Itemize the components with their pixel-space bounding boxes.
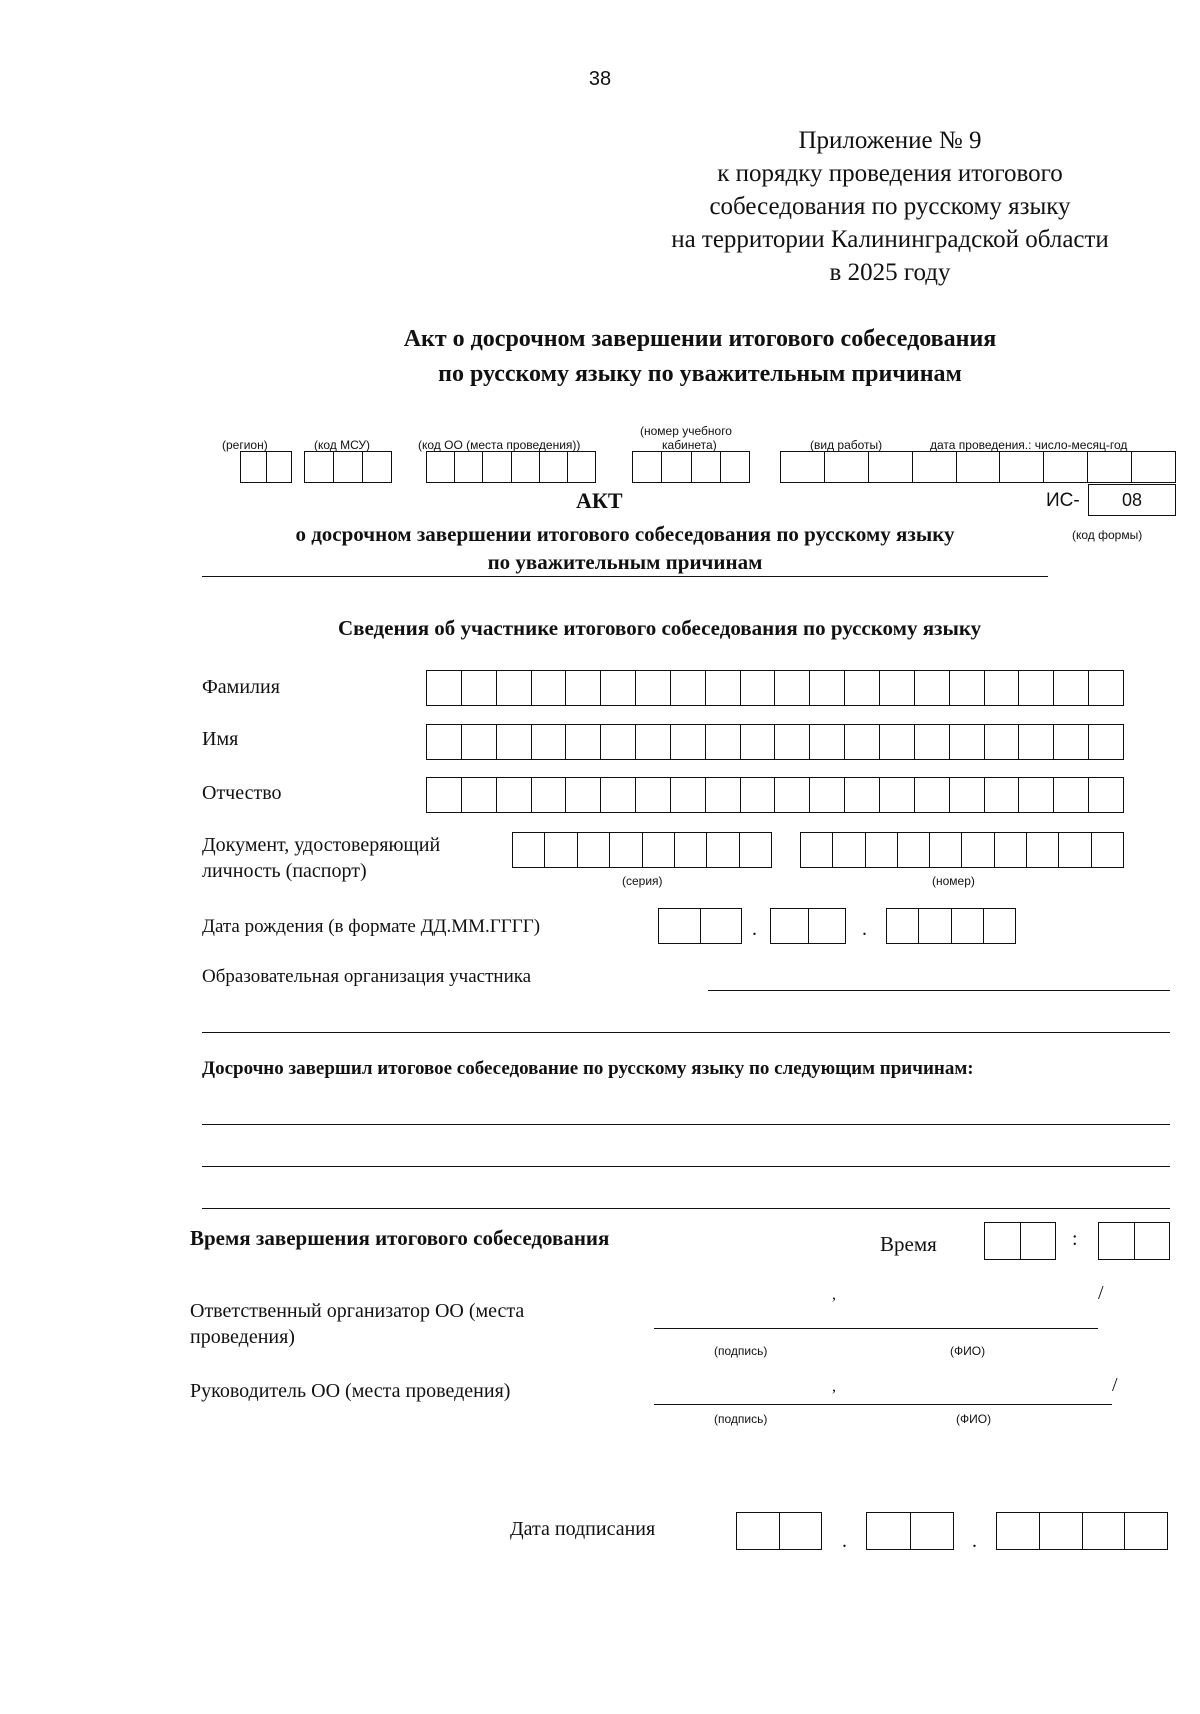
birth-month-cells[interactable] (770, 908, 846, 944)
appendix-line-1: Приложение № 9 (798, 127, 982, 154)
time-label: Время (880, 1232, 937, 1256)
room-caption-line-2: кабинета) (662, 438, 717, 452)
reason-line-1[interactable] (202, 1124, 1170, 1125)
head-separator-comma: , (832, 1378, 836, 1395)
form-code-prefix: ИС- (1046, 490, 1080, 511)
organizer-fio-caption: (ФИО) (950, 1344, 986, 1358)
surname-label: Фамилия (202, 676, 280, 698)
appendix-line-3: собеседования по русскому языку (709, 193, 1071, 220)
head-signature-caption: (подпись) (714, 1412, 768, 1426)
signing-date-dot-2: . (972, 1530, 977, 1552)
head-signature-line[interactable] (654, 1404, 1112, 1405)
time-colon: : (1072, 1228, 1078, 1250)
appendix-line-5: в 2025 году (829, 259, 951, 286)
signing-day-cells[interactable] (736, 1512, 822, 1550)
title-line-2: по русскому языку по уважительным причинам (438, 361, 962, 387)
document-number-cells[interactable] (800, 832, 1124, 868)
room-caption-line-1: (номер учебного (640, 424, 732, 438)
document-series-cells[interactable] (512, 832, 772, 868)
number-caption: (номер) (932, 874, 975, 888)
akt-heading: АКТ (576, 488, 623, 513)
page-number: 38 (588, 68, 612, 90)
organizer-signature-caption: (подпись) (714, 1344, 768, 1358)
surname-cells[interactable] (426, 670, 1124, 706)
work-date-cells[interactable] (780, 451, 1176, 483)
birth-year-cells[interactable] (886, 908, 1016, 944)
date-caption: дата проведения.: число-месяц-год (930, 438, 1128, 452)
signing-year-cells[interactable] (996, 1512, 1168, 1550)
organization-label: Образовательная организация участника (202, 966, 532, 987)
work-type-caption: (вид работы) (810, 438, 883, 452)
series-caption: (серия) (622, 874, 663, 888)
reason-line-3[interactable] (202, 1208, 1170, 1209)
organizer-signature-line[interactable] (654, 1328, 1098, 1329)
organization-line-2[interactable] (202, 1032, 1170, 1033)
organizer-label-line-2: проведения) (190, 1326, 295, 1348)
head-separator-slash: / (1112, 1374, 1118, 1396)
form-code-box: 08 (1088, 484, 1176, 516)
room-cells[interactable] (632, 451, 750, 483)
signing-month-cells[interactable] (866, 1512, 954, 1550)
form-subtitle-line-2: по уважительным причинам (487, 550, 763, 574)
document-label-line-2: личность (паспорт) (202, 860, 367, 882)
reason-line-2[interactable] (202, 1166, 1170, 1167)
early-finish-heading: Досрочно завершил итоговое собеседование по русскому языку по следующим причинам: (202, 1058, 974, 1079)
participant-heading: Сведения об участнике итогового собеседования по русскому языку (338, 616, 982, 640)
region-cells[interactable] (240, 451, 292, 483)
time-hours-cells[interactable] (984, 1222, 1056, 1260)
msu-caption: (код МСУ) (314, 438, 371, 452)
name-cells[interactable] (426, 724, 1124, 760)
time-minutes-cells[interactable] (1098, 1222, 1170, 1260)
oo-caption: (код ОО (места проведения)) (418, 438, 581, 452)
finish-time-heading: Время завершения итогового собеседования (190, 1226, 610, 1250)
head-label: Руководитель ОО (места проведения) (190, 1380, 511, 1402)
appendix-line-2: к порядку проведения итогового (717, 160, 1063, 187)
appendix-block (640, 124, 1140, 289)
document-label-line-1: Документ, удостоверяющий (202, 834, 441, 856)
subtitle-underline (202, 576, 1048, 577)
patronymic-label: Отчество (202, 782, 282, 804)
region-caption: (регион) (222, 438, 268, 452)
patronymic-cells[interactable] (426, 777, 1124, 813)
oo-cells[interactable] (426, 451, 596, 483)
head-fio-caption: (ФИО) (956, 1412, 992, 1426)
organizer-separator-comma: , (832, 1286, 836, 1303)
form-code-caption: (код формы) (1072, 528, 1143, 542)
msu-cells[interactable] (304, 451, 392, 483)
organizer-separator-slash: / (1098, 1282, 1104, 1304)
birth-day-cells[interactable] (658, 908, 742, 944)
signing-date-dot-1: . (842, 1530, 847, 1552)
organizer-label-line-1: Ответственный организатор ОО (места (190, 1300, 525, 1322)
birth-date-dot-2: . (862, 918, 867, 940)
document-title (250, 322, 1150, 392)
signing-date-label: Дата подписания (510, 1518, 656, 1540)
form-subtitle-line-1: о досрочном завершении итогового собеседования по русскому языку (295, 522, 955, 546)
appendix-line-4: на территории Калининградской области (671, 226, 1109, 253)
name-label: Имя (202, 728, 239, 750)
title-line-1: Акт о досрочном завершении итогового собеседования (403, 326, 997, 352)
organization-line-1[interactable] (708, 990, 1170, 991)
birth-date-dot-1: . (752, 918, 757, 940)
birth-date-label: Дата рождения (в формате ДД.ММ.ГГГГ) (202, 916, 541, 937)
